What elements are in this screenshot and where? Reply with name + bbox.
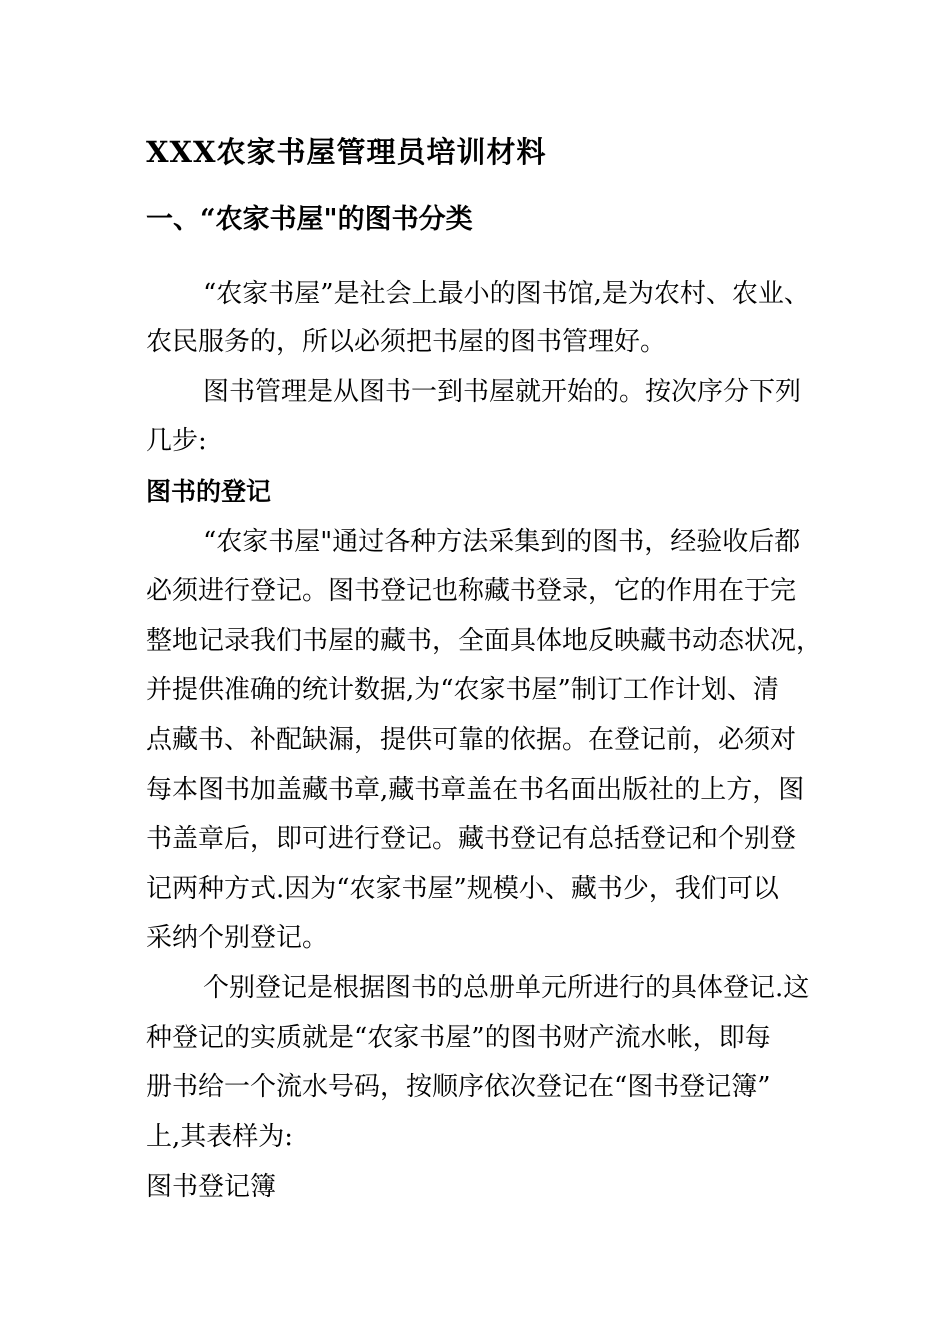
paragraph-line: 种登记的实质就是“农家书屋”的图书财产流水帐，即每 <box>146 1023 771 1053</box>
paragraph-line: 几步: <box>146 426 207 456</box>
subheading: 图书的登记 <box>146 477 272 506</box>
paragraph-line: 书盖章后，即可进行登记。藏书登记有总括登记和个别登 <box>146 824 797 854</box>
section-heading: 一、“农家书屋"的图书分类 <box>146 204 473 235</box>
paragraph-line: 点藏书、补配缺漏，提供可靠的依据。在登记前，必须对 <box>146 725 797 755</box>
table-caption: 图书登记簿 <box>146 1172 277 1202</box>
paragraph-line: 农民服务的，所以必须把书屋的图书管理好。 <box>146 327 667 357</box>
paragraph-line: “农家书屋"通过各种方法采集到的图书，经验收后都 <box>203 527 801 557</box>
paragraph-line: 个别登记是根据图书的总册单元所进行的具体登记.这 <box>203 973 810 1003</box>
paragraph-line: 图书管理是从图书一到书屋就开始的。按次序分下列 <box>203 377 802 407</box>
paragraph-line: 每本图书加盖藏书章,藏书章盖在书名面出版社的上方，图 <box>146 775 805 805</box>
paragraph-line: 并提供准确的统计数据,为“农家书屋”制订工作计划、清 <box>146 675 779 705</box>
paragraph-line: 整地记录我们书屋的藏书，全面具体地反映藏书动态状况， <box>146 626 823 656</box>
document-title: XXX农家书屋管理员培训材料 <box>146 135 547 169</box>
paragraph-line: 册书给一个流水号码，按顺序依次登记在“图书登记簿” <box>146 1072 771 1102</box>
paragraph-line: 采纳个别登记。 <box>146 923 329 953</box>
paragraph-line: 记两种方式.因为“农家书屋”规模小、藏书少，我们可以 <box>146 874 779 904</box>
paragraph-line: 上,其表样为: <box>146 1122 294 1152</box>
paragraph-line: 必须进行登记。图书登记也称藏书登录，它的作用在于完 <box>146 576 797 606</box>
paragraph-line: “农家书屋”是社会上最小的图书馆,是为农村、农业、 <box>203 279 810 309</box>
